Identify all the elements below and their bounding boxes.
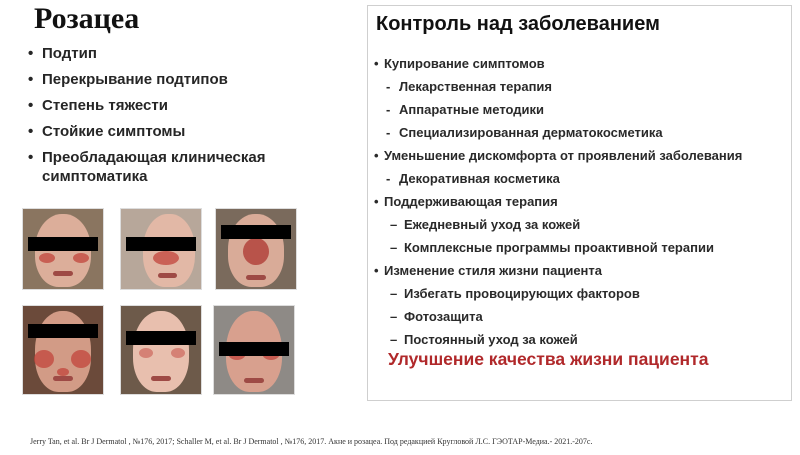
control-subitem: - Аппаратные методики <box>386 102 545 117</box>
control-item: • Уменьшение дискомфорта от проявлений заболевания <box>374 148 743 163</box>
control-subitem: - Специализированная дерматокосметика <box>386 125 663 140</box>
quality-of-life-highlight: Улучшение качества жизни пациента <box>388 349 709 369</box>
control-subitem: – Постоянный уход за кожей <box>390 332 578 347</box>
patient-photo-5 <box>120 305 202 395</box>
disease-control-box <box>367 5 792 401</box>
bullet-item: • Степень тяжести <box>28 96 328 115</box>
control-item: • Поддерживающая терапия <box>374 194 558 209</box>
patient-photo-3 <box>215 208 297 290</box>
slide-title: Розацеа <box>34 2 140 35</box>
references: Jerry Tan, et al. Br J Dermatol , №176, 2017; Schaller M, et al. Br J Dermatol , №176, 2017. Акне и розацеа. Под редакцией Кругловой Л.С. ГЭОТАР-Медиа.- 2021.-207с. <box>30 437 593 446</box>
patient-photo-2 <box>120 208 202 290</box>
control-item: • Изменение стиля жизни пациента <box>374 263 603 278</box>
bullet-item: • Стойкие симптомы <box>28 122 328 141</box>
bullet-item: • Перекрывание подтипов <box>28 70 328 89</box>
control-subitem: - Лекарственная терапия <box>386 79 553 94</box>
patient-photo-4 <box>22 305 104 395</box>
left-bullet-list <box>28 44 328 193</box>
patient-photo-1 <box>22 208 104 290</box>
control-title: Контроль над заболеванием <box>376 13 660 35</box>
control-subitem: – Избегать провоцирующих факторов <box>390 286 640 301</box>
control-subitem: - Декоративная косметика <box>386 171 560 186</box>
control-subitem: – Комплексные программы проактивной терапии <box>390 240 714 255</box>
bullet-item: • Подтип <box>28 44 328 63</box>
control-subitem: – Фотозащита <box>390 309 483 324</box>
control-item: • Купирование симптомов <box>374 56 545 71</box>
patient-photo-6 <box>213 305 295 395</box>
bullet-item: • Преобладающая клиническая симптоматика <box>28 148 328 186</box>
control-list <box>374 52 786 351</box>
control-subitem: – Ежедневный уход за кожей <box>390 217 581 232</box>
